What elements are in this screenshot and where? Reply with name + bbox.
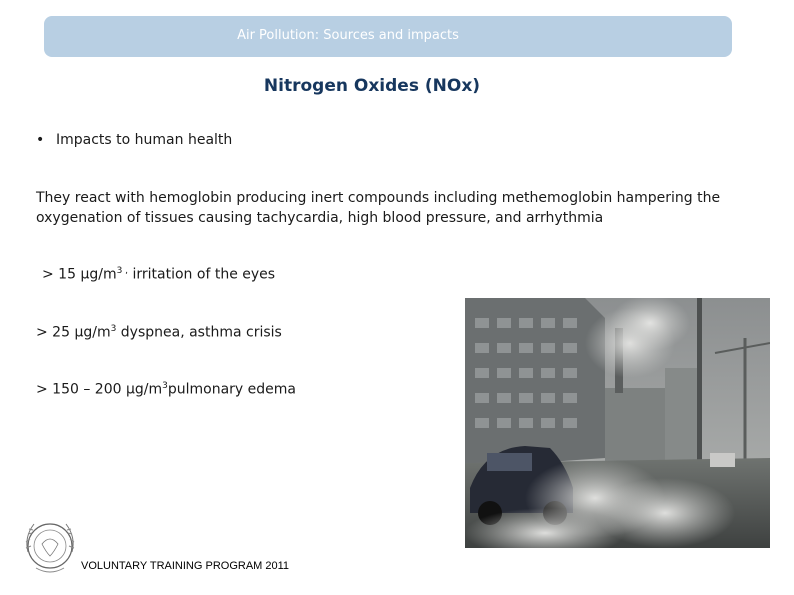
threshold-value: > 25 µg/m	[36, 324, 111, 341]
threshold-exponent: 3 ,	[116, 266, 129, 276]
emblem-seal-icon	[16, 512, 84, 580]
threshold-item	[36, 381, 296, 398]
threshold-effect: irritation of the eyes	[132, 266, 276, 283]
threshold-exponent: 3	[162, 381, 168, 391]
header-bar	[44, 16, 732, 57]
threshold-value: > 150 – 200 µg/m	[36, 381, 163, 398]
header-title: Air Pollution: Sources and impacts	[237, 28, 459, 43]
slide-title: Nitrogen Oxides (NOx)	[263, 76, 481, 96]
threshold-item	[36, 324, 282, 341]
pollution-street-photo	[465, 298, 770, 548]
bullet-item	[36, 132, 232, 148]
threshold-exponent: 3	[110, 324, 117, 334]
body-paragraph: They react with hemoglobin producing inert compounds including methemoglobin hampering the oxygenation of tissues causing tachycardia, high blood pressure, and arrhythmia	[36, 190, 721, 226]
threshold-item	[42, 266, 275, 283]
bullet-text: Impacts to human health	[56, 132, 233, 148]
threshold-effect: pulmonary edema	[167, 381, 296, 398]
bullet-dot-icon: •	[36, 132, 45, 148]
threshold-effect: dyspnea, asthma crisis	[120, 324, 282, 341]
footer-program-label: VOLUNTARY TRAINING PROGRAM 2011	[81, 560, 290, 572]
threshold-value: > 15 µg/m	[42, 266, 117, 283]
